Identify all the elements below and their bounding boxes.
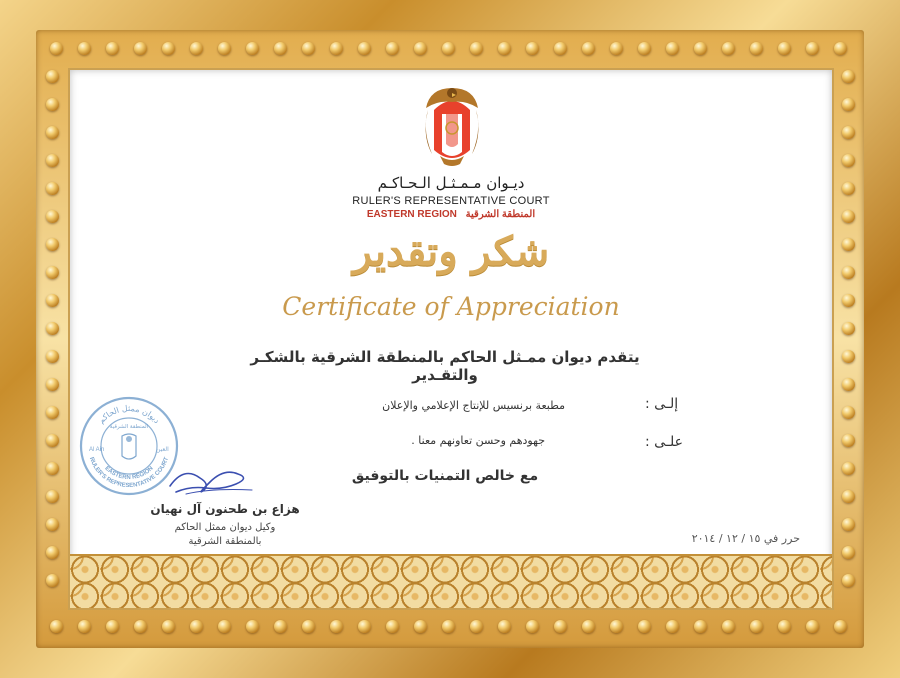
frame-bead (386, 620, 399, 633)
frame-bead (554, 620, 567, 633)
frame-bead (78, 620, 91, 633)
frame-bead (666, 42, 679, 55)
title-arabic: شكر وتقدير (352, 228, 550, 275)
frame-bead (46, 70, 59, 83)
frame-bead (842, 406, 855, 419)
frame-bead (302, 620, 315, 633)
frame-bead (46, 266, 59, 279)
stamp-bottom-text-2: RULER'S REPRESENTATIVE COURT (87, 456, 171, 490)
frame-bead (842, 518, 855, 531)
frame-bead (778, 42, 791, 55)
frame-bead (842, 434, 855, 447)
frame-bead (50, 42, 63, 55)
frame-bead (46, 574, 59, 587)
frame-bead (46, 518, 59, 531)
frame-bead (842, 98, 855, 111)
stamp-left-text: Al Ain (89, 447, 105, 453)
frame-bead (162, 42, 175, 55)
frame-bead (842, 574, 855, 587)
for-label: علـى : (645, 434, 683, 450)
frame-bead (842, 462, 855, 475)
frame-bead (78, 42, 91, 55)
frame-bead (46, 210, 59, 223)
frame-bead (666, 620, 679, 633)
stamp-top-text: ديوان ممثل الحاكم (96, 403, 162, 426)
frame-bead (46, 182, 59, 195)
frame-bead (750, 620, 763, 633)
frame-bead (46, 434, 59, 447)
frame-bead (302, 42, 315, 55)
frame-bead (46, 98, 59, 111)
title-english: Certificate of Appreciation (282, 292, 620, 321)
frame-bead (694, 42, 707, 55)
frame-bead (806, 620, 819, 633)
for-value: جهودهم وحسن تعاونهم معنا . (411, 434, 545, 447)
frame-bead (638, 42, 651, 55)
frame-bead (386, 42, 399, 55)
frame-bead (414, 42, 427, 55)
frame-bead (46, 322, 59, 335)
signatory-title-1: وكيل ديوان ممثل الحاكم (174, 522, 276, 533)
frame-bead (470, 620, 483, 633)
stamp-right-text: العين (156, 446, 169, 453)
frame-bead (842, 182, 855, 195)
frame-bead (46, 238, 59, 251)
frame-bead (806, 42, 819, 55)
stamp-bottom-text-1: EASTERN REGION (103, 465, 155, 482)
frame-bead (638, 620, 651, 633)
certificate-paper (70, 70, 832, 608)
frame-bead (842, 238, 855, 251)
frame-bead (722, 620, 735, 633)
frame-bead (526, 42, 539, 55)
frame-bead (46, 462, 59, 475)
frame-bead (722, 42, 735, 55)
frame-bead (842, 546, 855, 559)
frame-bead (610, 620, 623, 633)
frame-bead (842, 378, 855, 391)
frame-bead (842, 154, 855, 167)
frame-bead (554, 42, 567, 55)
frame-bead (834, 620, 847, 633)
frame-bead (442, 620, 455, 633)
issue-date: حرر في ١٥ / ١٢ / ٢٠١٤ (691, 532, 800, 545)
frame-bead (358, 42, 371, 55)
frame-bead (190, 620, 203, 633)
region-english: EASTERN REGION (366, 209, 457, 220)
org-name-english: RULER'S REPRESENTATIVE COURT (352, 195, 550, 207)
frame-bead (274, 620, 287, 633)
frame-bead (610, 42, 623, 55)
frame-bead (46, 294, 59, 307)
frame-bead (442, 42, 455, 55)
frame-bead (842, 266, 855, 279)
frame-bead (218, 620, 231, 633)
frame-bead (470, 42, 483, 55)
frame-bead (842, 126, 855, 139)
frame-bead (246, 42, 259, 55)
frame-bead (834, 42, 847, 55)
frame-bead (842, 350, 855, 363)
frame-bead (46, 378, 59, 391)
frame-bead (330, 620, 343, 633)
org-name-arabic: ديـوان مـمـثـل الـحـاكـم (377, 174, 525, 192)
frame-bead (498, 620, 511, 633)
frame-bead (842, 70, 855, 83)
to-value: مطبعة برنسيس للإنتاج الإعلامي والإعلان (382, 399, 565, 412)
frame-bead (842, 210, 855, 223)
signatory-title-2: بالمنطقة الشرقية (188, 536, 262, 547)
frame-bead (842, 294, 855, 307)
decorative-pattern-band (70, 554, 832, 608)
frame-bead (274, 42, 287, 55)
frame-bead (358, 620, 371, 633)
region-line (70, 209, 832, 220)
frame-bead (50, 620, 63, 633)
frame-bead (842, 322, 855, 335)
wishes-line: مع خالص التمنيات بالتوفيق (351, 468, 539, 484)
frame-bead (162, 620, 175, 633)
frame-bead (190, 42, 203, 55)
region-arabic: المنطقة الشرقية (465, 209, 536, 220)
signatory-name: هزاع بن طحنون آل نهيان (150, 502, 300, 516)
frame-bead (218, 42, 231, 55)
frame-bead (778, 620, 791, 633)
frame-bead (246, 620, 259, 633)
frame-bead (498, 42, 511, 55)
frame-bead (750, 42, 763, 55)
to-label: إلـى : (645, 396, 679, 412)
frame-bead (582, 620, 595, 633)
frame-bead (330, 42, 343, 55)
frame-bead (134, 620, 147, 633)
frame-bead (526, 620, 539, 633)
intro-sentence: يتقدم ديوان ممـثل الحاكم بالمنطقة الشرقية بالشكـر والتقـدير (250, 348, 640, 384)
frame-bead (46, 406, 59, 419)
frame-bead (46, 546, 59, 559)
frame-bead (414, 620, 427, 633)
frame-bead (106, 620, 119, 633)
frame-bead (106, 42, 119, 55)
handwritten-signature-icon (166, 460, 256, 500)
falcon-emblem-icon (420, 80, 484, 172)
frame-bead (46, 350, 59, 363)
frame-bead (134, 42, 147, 55)
frame-bead (46, 126, 59, 139)
frame-bead (46, 154, 59, 167)
frame-bead (694, 620, 707, 633)
frame-bead (582, 42, 595, 55)
frame-bead (46, 490, 59, 503)
frame-bead (842, 490, 855, 503)
stamp-sub-text: المنطقة الشرقية (109, 424, 149, 430)
